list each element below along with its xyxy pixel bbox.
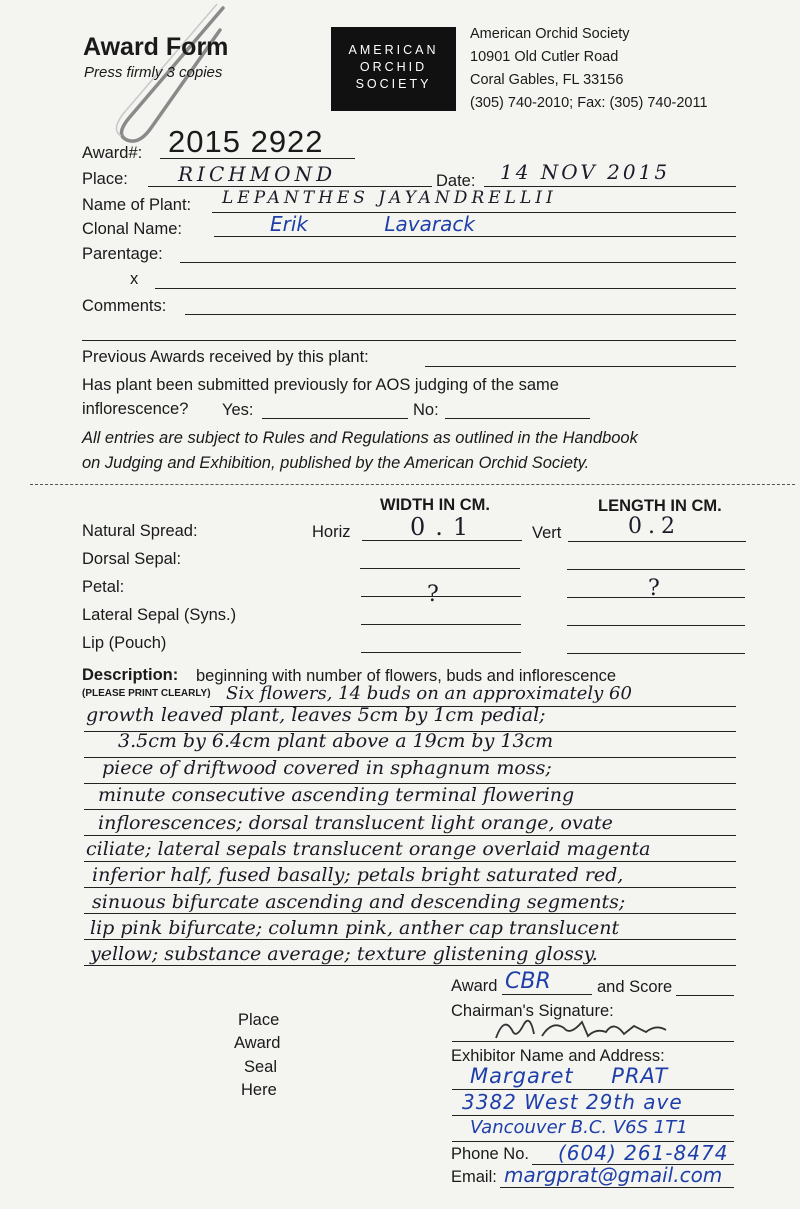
award-label: Award bbox=[451, 977, 498, 995]
no-line[interactable] bbox=[445, 418, 590, 419]
seal-text: Here bbox=[241, 1081, 277, 1099]
submitted-question: Has plant been submitted previously for AOS judging of the same bbox=[82, 376, 559, 394]
award-line bbox=[502, 994, 592, 995]
address-line: American Orchid Society bbox=[470, 26, 630, 42]
award-no-value: 2015 2922 bbox=[168, 124, 324, 159]
comments-line bbox=[185, 314, 736, 315]
prev-awards-line bbox=[425, 366, 736, 367]
description-line[interactable]: Six flowers, 14 buds on an approximately 60 bbox=[226, 683, 632, 704]
description-line[interactable]: minute consecutive ascending terminal flowering bbox=[98, 784, 575, 806]
measure-label: Petal: bbox=[82, 578, 125, 596]
parentage-line bbox=[180, 262, 736, 263]
address-line: Coral Gables, FL 33156 bbox=[470, 72, 624, 88]
parentage-label: Parentage: bbox=[82, 245, 163, 263]
aos-logo bbox=[331, 27, 456, 111]
rules-text-2: on Judging and Exhibition, published by the American Orchid Society. bbox=[82, 454, 590, 472]
submitted-question-2: inflorescence? bbox=[82, 400, 189, 418]
natural-spread-width[interactable]: 0.1 bbox=[410, 513, 479, 541]
seal-text: Award bbox=[234, 1034, 281, 1052]
phone-value[interactable]: (604) 261-8474 bbox=[558, 1141, 729, 1165]
width-line bbox=[361, 652, 521, 653]
description-line[interactable]: piece of driftwood covered in sphagnum moss; bbox=[102, 757, 552, 779]
description-line[interactable]: inferior half, fused basally; petals bright saturated red, bbox=[92, 864, 624, 886]
length-line bbox=[568, 541, 746, 542]
place-line bbox=[148, 186, 432, 187]
clonal-value[interactable]: Erik Lavarack bbox=[270, 212, 475, 236]
comments-line-2 bbox=[82, 340, 736, 341]
chairman-label: Chairman's Signature: bbox=[451, 1002, 614, 1020]
petal-width[interactable]: ? bbox=[427, 582, 439, 607]
award-no-line bbox=[160, 158, 355, 159]
natural-spread-length[interactable]: 0.2 bbox=[628, 514, 681, 539]
description-line[interactable]: ciliate; lateral sepals translucent orange overlaid magenta bbox=[86, 838, 651, 860]
description-line[interactable]: sinuous bifurcate ascending and descending segments; bbox=[92, 891, 626, 913]
address-line: (305) 740-2010; Fax: (305) 740-2011 bbox=[470, 95, 708, 111]
no-label: No: bbox=[413, 401, 439, 419]
place-label: Place: bbox=[82, 170, 128, 188]
description-line[interactable]: yellow; substance average; texture glistening glossy. bbox=[90, 943, 598, 965]
print-note: (PLEASE PRINT CLEARLY) bbox=[82, 688, 211, 699]
description-rule bbox=[84, 887, 736, 888]
description-instructions: beginning with number of flowers, buds and inflorescence bbox=[196, 667, 617, 685]
logo-line: SOCIETY bbox=[355, 77, 432, 91]
length-line bbox=[567, 597, 745, 598]
width-line bbox=[362, 540, 522, 541]
comments-label: Comments: bbox=[82, 297, 167, 315]
yes-line[interactable] bbox=[262, 418, 408, 419]
description-line[interactable]: lip pink bifurcate; column pink, anther cap translucent bbox=[90, 917, 620, 939]
description-line[interactable]: inflorescences; dorsal translucent light orange, ovate bbox=[98, 812, 613, 834]
date-label: Date: bbox=[436, 172, 476, 190]
description-rule bbox=[84, 939, 736, 940]
measure-label: Natural Spread: bbox=[82, 522, 198, 540]
width-line bbox=[361, 596, 521, 597]
email-label: Email: bbox=[451, 1168, 497, 1186]
description-line[interactable]: growth leaved plant, leaves 5cm by 1cm pedial; bbox=[86, 704, 546, 726]
measure-label: Lip (Pouch) bbox=[82, 634, 167, 652]
exhibitor-line bbox=[452, 1115, 734, 1116]
phone-label: Phone No. bbox=[451, 1145, 529, 1163]
place-value[interactable]: RICHMOND bbox=[178, 162, 337, 186]
measure-label: Dorsal Sepal: bbox=[82, 550, 182, 568]
prev-awards-label: Previous Awards received by this plant: bbox=[82, 348, 369, 366]
description-rule bbox=[84, 809, 736, 810]
x-label: x bbox=[130, 270, 139, 288]
clonal-line bbox=[214, 236, 736, 237]
chairman-line bbox=[452, 1041, 734, 1042]
section-divider bbox=[30, 484, 795, 485]
email-line bbox=[500, 1187, 734, 1188]
seal-text: Seal bbox=[244, 1058, 278, 1076]
measure-label: Lateral Sepal (Syns.) bbox=[82, 606, 237, 624]
form-title: Award Form bbox=[83, 33, 229, 61]
email-value[interactable]: margprat@gmail.com bbox=[504, 1163, 723, 1187]
score-label: and Score bbox=[597, 978, 673, 996]
vert-label: Vert bbox=[532, 524, 562, 542]
exhibitor-label: Exhibitor Name and Address: bbox=[451, 1047, 665, 1065]
seal-text: Place bbox=[238, 1011, 280, 1029]
form-subtitle: Press firmly 3 copies bbox=[84, 64, 223, 81]
length-line bbox=[567, 653, 745, 654]
length-line bbox=[567, 569, 745, 570]
logo-line: ORCHID bbox=[359, 60, 428, 74]
clonal-label: Clonal Name: bbox=[82, 220, 182, 238]
score-line bbox=[676, 995, 734, 996]
description-rule bbox=[84, 965, 736, 966]
date-value[interactable]: 14 NOV 2015 bbox=[500, 160, 671, 184]
description-rule bbox=[84, 835, 736, 836]
rules-text: All entries are subject to Rules and Regulations as outlined in the Handbook bbox=[82, 429, 638, 447]
width-line bbox=[360, 568, 520, 569]
parentage-line-2 bbox=[155, 288, 736, 289]
length-header: LENGTH IN CM. bbox=[598, 497, 722, 515]
horiz-label: Horiz bbox=[312, 523, 351, 541]
award-value[interactable]: CBR bbox=[505, 969, 551, 994]
width-header: WIDTH IN CM. bbox=[380, 496, 490, 514]
plant-label: Name of Plant: bbox=[82, 196, 192, 214]
yes-label: Yes: bbox=[222, 401, 254, 419]
length-line bbox=[567, 625, 745, 626]
address-line: 10901 Old Cutler Road bbox=[470, 49, 619, 65]
exhibitor-name[interactable]: Margaret PRAT bbox=[470, 1064, 669, 1088]
description-line[interactable]: 3.5cm by 6.4cm plant above a 19cm by 13cm bbox=[118, 730, 554, 752]
exhibitor-address-2[interactable]: Vancouver B.C. V6S 1T1 bbox=[470, 1117, 688, 1138]
exhibitor-address[interactable]: 3382 West 29th ave bbox=[462, 1090, 683, 1114]
description-rule bbox=[84, 861, 736, 862]
description-label: Description: bbox=[82, 666, 179, 684]
plant-value[interactable]: LEPANTHES JAYANDRELLII bbox=[222, 188, 557, 208]
date-line bbox=[484, 186, 736, 187]
award-no-label: Award#: bbox=[82, 144, 143, 162]
petal-length[interactable]: ? bbox=[648, 576, 660, 601]
description-rule bbox=[84, 913, 736, 914]
width-line bbox=[361, 624, 521, 625]
logo-line: AMERICAN bbox=[348, 43, 439, 57]
